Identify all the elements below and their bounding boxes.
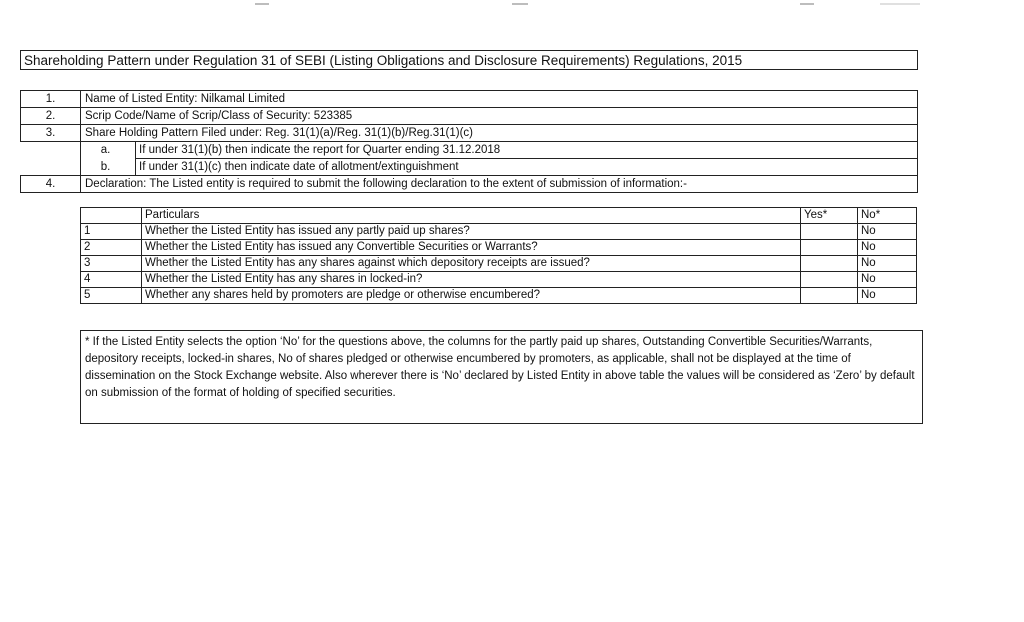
scan-artifact	[800, 3, 814, 5]
page-title: Shareholding Pattern under Regulation 31 of SEBI (Listing Obligations and Disclosure Requirements) Regulations, 2015	[20, 50, 918, 70]
row-number: 4.	[45, 178, 56, 190]
scan-artifact	[880, 3, 920, 5]
table-row	[81, 240, 917, 256]
filing-info-block	[20, 90, 918, 190]
yes-cell	[801, 256, 858, 272]
scan-artifact	[512, 3, 528, 5]
allotment-date: If under 31(1)(c) then indicate date of allotment/extinguishment	[139, 161, 459, 173]
declaration-table	[80, 207, 917, 304]
row-number: 1.	[45, 93, 56, 105]
row-number: b.	[100, 161, 111, 173]
no-cell: No	[858, 256, 917, 272]
info-row	[20, 125, 918, 142]
listed-entity-name: Name of Listed Entity: Nilkamal Limited	[85, 93, 286, 105]
header-cell: Yes*	[801, 208, 858, 224]
header-cell: Particulars	[142, 208, 801, 224]
yes-cell	[801, 224, 858, 240]
filed-under: Share Holding Pattern Filed under: Reg. 31(1)(a)/Reg. 31(1)(b)/Reg.31(1)(c)	[85, 127, 473, 139]
row-number: 4	[81, 272, 142, 288]
no-cell: No	[858, 288, 917, 304]
table-header-row	[81, 208, 917, 224]
row-number: 2	[81, 240, 142, 256]
declaration-text: Declaration: The Listed entity is required to submit the following declaration to the extent of submission of information:-	[85, 178, 687, 190]
yes-cell	[801, 288, 858, 304]
table-row	[81, 272, 917, 288]
table-row	[81, 288, 917, 304]
info-row	[20, 176, 918, 193]
row-number: 2.	[45, 110, 56, 122]
info-row	[20, 91, 918, 108]
table-row	[81, 224, 917, 240]
no-cell: No	[858, 272, 917, 288]
info-row	[20, 108, 918, 125]
row-number: 3.	[45, 127, 56, 139]
no-cell: No	[858, 240, 917, 256]
yes-cell	[801, 272, 858, 288]
particular: Whether the Listed Entity has any shares against which depository receipts are issued?	[142, 256, 801, 272]
row-number: 1	[81, 224, 142, 240]
particular: Whether the Listed Entity has any shares in locked-in?	[142, 272, 801, 288]
row-number: 3	[81, 256, 142, 272]
table-row	[81, 256, 917, 272]
yes-cell	[801, 240, 858, 256]
info-row	[20, 142, 918, 159]
quarter-ending: If under 31(1)(b) then indicate the report for Quarter ending 31.12.2018	[139, 144, 501, 156]
scrip-code: Scrip Code/Name of Scrip/Class of Security: 523385	[85, 110, 353, 122]
particular: Whether any shares held by promoters are pledge or otherwise encumbered?	[142, 288, 801, 304]
no-cell: No	[858, 224, 917, 240]
footnote-box: * If the Listed Entity selects the option ‘No’ for the questions above, the columns for the partly paid up shares, Outstanding Convertible Securities/Warrants, depository receipts, locked-in shares, No of shares pledged or otherwise encumbered by promoters, as applicable, shall not be displayed at the time of dissemination on the Stock Exchange website. Also wherever there is ‘No’ declared by Listed Entity in above table the values will be considered as ‘Zero’ by default on submission of the format of holding of specified securities.	[80, 330, 923, 424]
row-number: a.	[100, 144, 111, 156]
header-cell: No*	[858, 208, 917, 224]
row-number: 5	[81, 288, 142, 304]
scan-artifact	[255, 3, 269, 5]
particular: Whether the Listed Entity has issued any Convertible Securities or Warrants?	[142, 240, 801, 256]
info-row	[20, 159, 918, 176]
header-cell	[81, 208, 142, 224]
particular: Whether the Listed Entity has issued any partly paid up shares?	[142, 224, 801, 240]
